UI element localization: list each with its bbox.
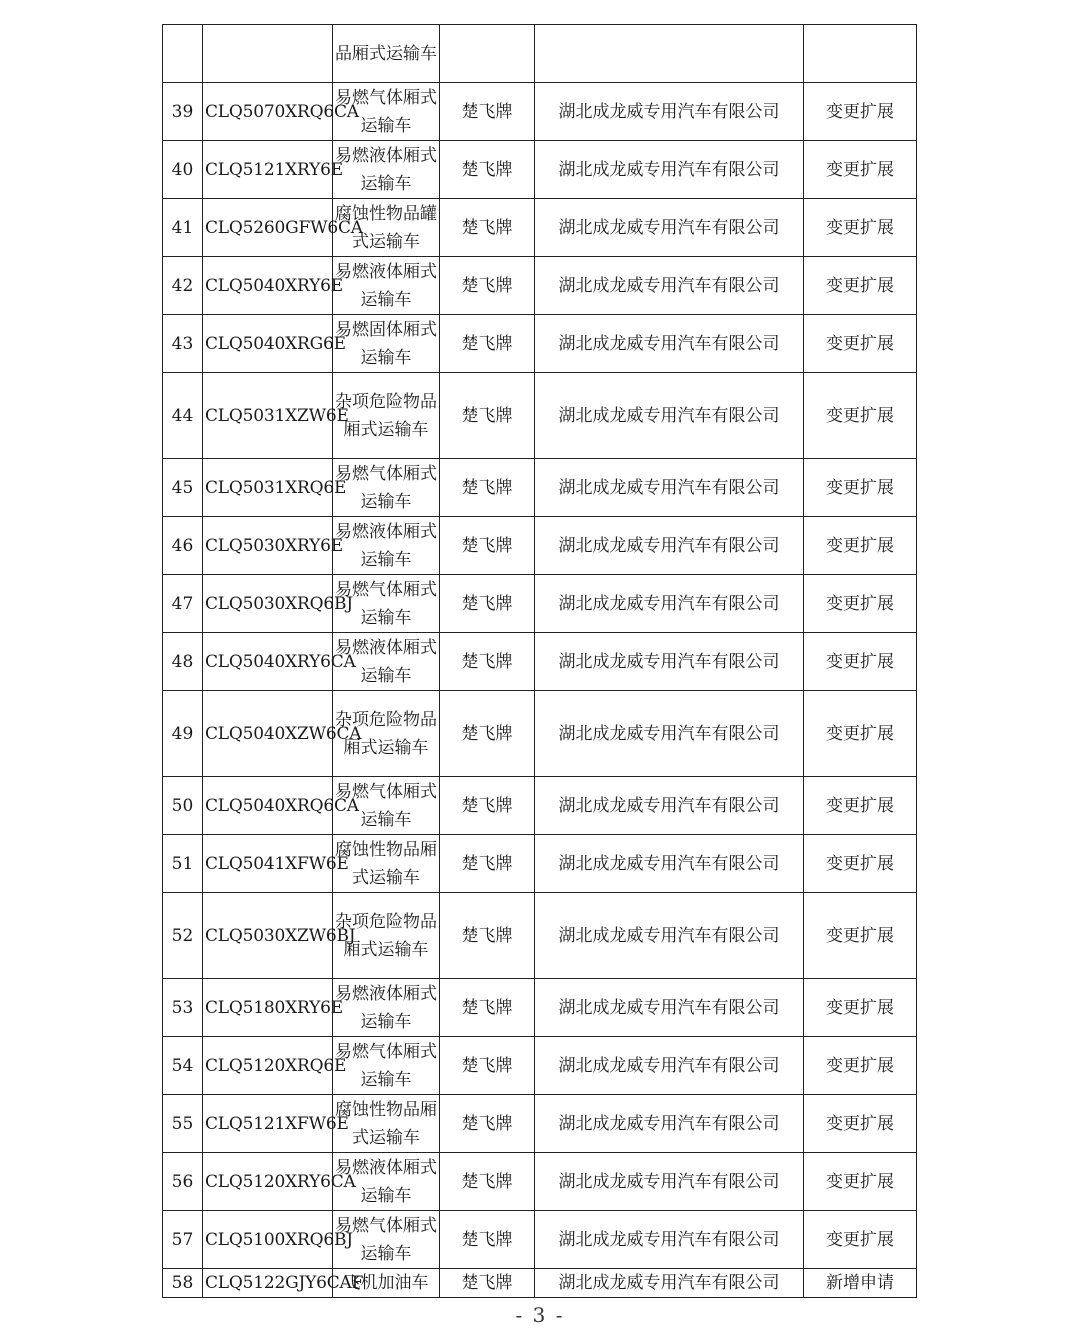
vehicle-name-cell: 飞机加油车 — [333, 1269, 440, 1298]
application-type-cell: 变更扩展 — [804, 373, 917, 459]
table-row — [163, 979, 917, 1037]
vehicle-name-cell: 杂项危险物品厢式运输车 — [333, 373, 440, 459]
application-type-cell: 变更扩展 — [804, 83, 917, 141]
company-name-cell: 湖北成龙威专用汽车有限公司 — [535, 575, 804, 633]
row-number-cell: 41 — [163, 199, 203, 257]
company-name-cell: 湖北成龙威专用汽车有限公司 — [535, 979, 804, 1037]
table-row — [163, 315, 917, 373]
vehicle-table — [162, 24, 917, 1298]
company-name-cell: 湖北成龙威专用汽车有限公司 — [535, 633, 804, 691]
row-number-cell: 58 — [163, 1269, 203, 1298]
application-type-cell: 变更扩展 — [804, 633, 917, 691]
application-type-cell: 变更扩展 — [804, 691, 917, 777]
vehicle-name-cell: 易燃气体厢式运输车 — [333, 1037, 440, 1095]
row-number-cell: 44 — [163, 373, 203, 459]
brand-name-cell: 楚飞牌 — [440, 199, 535, 257]
table-row — [163, 1095, 917, 1153]
row-number-cell: 55 — [163, 1095, 203, 1153]
application-type-cell: 变更扩展 — [804, 199, 917, 257]
vehicle-name-cell: 杂项危险物品厢式运输车 — [333, 691, 440, 777]
row-number-cell: 57 — [163, 1211, 203, 1269]
company-name-cell: 湖北成龙威专用汽车有限公司 — [535, 1269, 804, 1298]
company-name-cell: 湖北成龙威专用汽车有限公司 — [535, 835, 804, 893]
row-number-cell: 48 — [163, 633, 203, 691]
table-row — [163, 835, 917, 893]
brand-name-cell: 楚飞牌 — [440, 141, 535, 199]
application-type-cell: 变更扩展 — [804, 315, 917, 373]
application-type-cell: 变更扩展 — [804, 257, 917, 315]
brand-name-cell: 楚飞牌 — [440, 1153, 535, 1211]
table-row — [163, 633, 917, 691]
company-name-cell: 湖北成龙威专用汽车有限公司 — [535, 141, 804, 199]
vehicle-model-cell: CLQ5031XZW6E — [203, 373, 333, 459]
company-name-cell: 湖北成龙威专用汽车有限公司 — [535, 777, 804, 835]
row-number-cell: 50 — [163, 777, 203, 835]
row-number-cell: 49 — [163, 691, 203, 777]
brand-name-cell — [440, 25, 535, 83]
brand-name-cell: 楚飞牌 — [440, 315, 535, 373]
brand-name-cell: 楚飞牌 — [440, 1037, 535, 1095]
vehicle-model-cell — [203, 25, 333, 83]
application-type-cell: 变更扩展 — [804, 1095, 917, 1153]
brand-name-cell: 楚飞牌 — [440, 1211, 535, 1269]
brand-name-cell: 楚飞牌 — [440, 633, 535, 691]
application-type-cell: 变更扩展 — [804, 1211, 917, 1269]
vehicle-name-cell: 品厢式运输车 — [333, 25, 440, 83]
company-name-cell: 湖北成龙威专用汽车有限公司 — [535, 199, 804, 257]
row-number-cell: 40 — [163, 141, 203, 199]
brand-name-cell: 楚飞牌 — [440, 517, 535, 575]
vehicle-table-body — [163, 25, 917, 1298]
vehicle-model-cell: CLQ5041XFW6E — [203, 835, 333, 893]
brand-name-cell: 楚飞牌 — [440, 1095, 535, 1153]
company-name-cell: 湖北成龙威专用汽车有限公司 — [535, 691, 804, 777]
company-name-cell: 湖北成龙威专用汽车有限公司 — [535, 517, 804, 575]
application-type-cell: 变更扩展 — [804, 777, 917, 835]
table-row — [163, 1153, 917, 1211]
table-row — [163, 373, 917, 459]
vehicle-name-cell: 易燃固体厢式运输车 — [333, 315, 440, 373]
company-name-cell — [535, 25, 804, 83]
vehicle-model-cell: CLQ5120XRY6CA — [203, 1153, 333, 1211]
table-row — [163, 1269, 917, 1298]
table-row — [163, 83, 917, 141]
company-name-cell: 湖北成龙威专用汽车有限公司 — [535, 83, 804, 141]
brand-name-cell: 楚飞牌 — [440, 575, 535, 633]
vehicle-name-cell: 易燃气体厢式运输车 — [333, 575, 440, 633]
application-type-cell: 变更扩展 — [804, 835, 917, 893]
table-row — [163, 1211, 917, 1269]
vehicle-model-cell: CLQ5040XRQ6CA — [203, 777, 333, 835]
table-row — [163, 199, 917, 257]
application-type-cell: 变更扩展 — [804, 141, 917, 199]
vehicle-model-cell: CLQ5121XRY6E — [203, 141, 333, 199]
vehicle-name-cell: 腐蚀性物品罐式运输车 — [333, 199, 440, 257]
brand-name-cell: 楚飞牌 — [440, 83, 535, 141]
brand-name-cell: 楚飞牌 — [440, 1269, 535, 1298]
vehicle-name-cell: 易燃液体厢式运输车 — [333, 517, 440, 575]
company-name-cell: 湖北成龙威专用汽车有限公司 — [535, 893, 804, 979]
company-name-cell: 湖北成龙威专用汽车有限公司 — [535, 1095, 804, 1153]
brand-name-cell: 楚飞牌 — [440, 835, 535, 893]
table-row — [163, 893, 917, 979]
application-type-cell: 变更扩展 — [804, 459, 917, 517]
table-row — [163, 257, 917, 315]
row-number-cell: 47 — [163, 575, 203, 633]
row-number-cell: 43 — [163, 315, 203, 373]
vehicle-model-cell: CLQ5260GFW6CA — [203, 199, 333, 257]
table-row — [163, 141, 917, 199]
company-name-cell: 湖北成龙威专用汽车有限公司 — [535, 373, 804, 459]
vehicle-name-cell: 易燃液体厢式运输车 — [333, 141, 440, 199]
table-row — [163, 459, 917, 517]
application-type-cell — [804, 25, 917, 83]
vehicle-name-cell: 易燃气体厢式运输车 — [333, 83, 440, 141]
vehicle-model-cell: CLQ5030XRY6E — [203, 517, 333, 575]
vehicle-model-cell: CLQ5031XRQ6E — [203, 459, 333, 517]
company-name-cell: 湖北成龙威专用汽车有限公司 — [535, 257, 804, 315]
vehicle-model-cell: CLQ5100XRQ6BJ — [203, 1211, 333, 1269]
vehicle-name-cell: 易燃液体厢式运输车 — [333, 257, 440, 315]
table-row — [163, 777, 917, 835]
brand-name-cell: 楚飞牌 — [440, 373, 535, 459]
brand-name-cell: 楚飞牌 — [440, 777, 535, 835]
application-type-cell: 变更扩展 — [804, 517, 917, 575]
vehicle-name-cell: 易燃气体厢式运输车 — [333, 777, 440, 835]
company-name-cell: 湖北成龙威专用汽车有限公司 — [535, 315, 804, 373]
brand-name-cell: 楚飞牌 — [440, 257, 535, 315]
application-type-cell: 变更扩展 — [804, 979, 917, 1037]
row-number-cell: 54 — [163, 1037, 203, 1095]
vehicle-model-cell: CLQ5040XZW6CA — [203, 691, 333, 777]
vehicle-name-cell: 易燃气体厢式运输车 — [333, 459, 440, 517]
vehicle-model-cell: CLQ5040XRY6E — [203, 257, 333, 315]
vehicle-model-cell: CLQ5040XRY6CA — [203, 633, 333, 691]
application-type-cell: 变更扩展 — [804, 1153, 917, 1211]
vehicle-model-cell: CLQ5121XFW6E — [203, 1095, 333, 1153]
company-name-cell: 湖北成龙威专用汽车有限公司 — [535, 459, 804, 517]
table-row — [163, 25, 917, 83]
vehicle-model-cell: CLQ5030XRQ6BJ — [203, 575, 333, 633]
brand-name-cell: 楚飞牌 — [440, 459, 535, 517]
vehicle-model-cell: CLQ5070XRQ6CA — [203, 83, 333, 141]
company-name-cell: 湖北成龙威专用汽车有限公司 — [535, 1211, 804, 1269]
table-row — [163, 517, 917, 575]
table-row — [163, 1037, 917, 1095]
row-number-cell — [163, 25, 203, 83]
vehicle-model-cell: CLQ5040XRG6E — [203, 315, 333, 373]
vehicle-name-cell: 杂项危险物品厢式运输车 — [333, 893, 440, 979]
vehicle-name-cell: 易燃气体厢式运输车 — [333, 1211, 440, 1269]
row-number-cell: 39 — [163, 83, 203, 141]
row-number-cell: 42 — [163, 257, 203, 315]
row-number-cell: 53 — [163, 979, 203, 1037]
vehicle-name-cell: 易燃液体厢式运输车 — [333, 633, 440, 691]
brand-name-cell: 楚飞牌 — [440, 979, 535, 1037]
application-type-cell: 新增申请 — [804, 1269, 917, 1298]
row-number-cell: 51 — [163, 835, 203, 893]
vehicle-model-cell: CLQ5120XRQ6E — [203, 1037, 333, 1095]
row-number-cell: 52 — [163, 893, 203, 979]
vehicle-name-cell: 易燃液体厢式运输车 — [333, 979, 440, 1037]
row-number-cell: 56 — [163, 1153, 203, 1211]
vehicle-name-cell: 腐蚀性物品厢式运输车 — [333, 1095, 440, 1153]
application-type-cell: 变更扩展 — [804, 575, 917, 633]
table-row — [163, 575, 917, 633]
brand-name-cell: 楚飞牌 — [440, 691, 535, 777]
vehicle-model-cell: CLQ5122GJY6CAF — [203, 1269, 333, 1298]
page-number: - 3 - — [515, 1303, 565, 1327]
row-number-cell: 46 — [163, 517, 203, 575]
brand-name-cell: 楚飞牌 — [440, 893, 535, 979]
application-type-cell: 变更扩展 — [804, 893, 917, 979]
vehicle-name-cell: 腐蚀性物品厢式运输车 — [333, 835, 440, 893]
row-number-cell: 45 — [163, 459, 203, 517]
company-name-cell: 湖北成龙威专用汽车有限公司 — [535, 1037, 804, 1095]
company-name-cell: 湖北成龙威专用汽车有限公司 — [535, 1153, 804, 1211]
vehicle-name-cell: 易燃液体厢式运输车 — [333, 1153, 440, 1211]
application-type-cell: 变更扩展 — [804, 1037, 917, 1095]
table-row — [163, 691, 917, 777]
vehicle-model-cell: CLQ5030XZW6BJ — [203, 893, 333, 979]
vehicle-model-cell: CLQ5180XRY6E — [203, 979, 333, 1037]
